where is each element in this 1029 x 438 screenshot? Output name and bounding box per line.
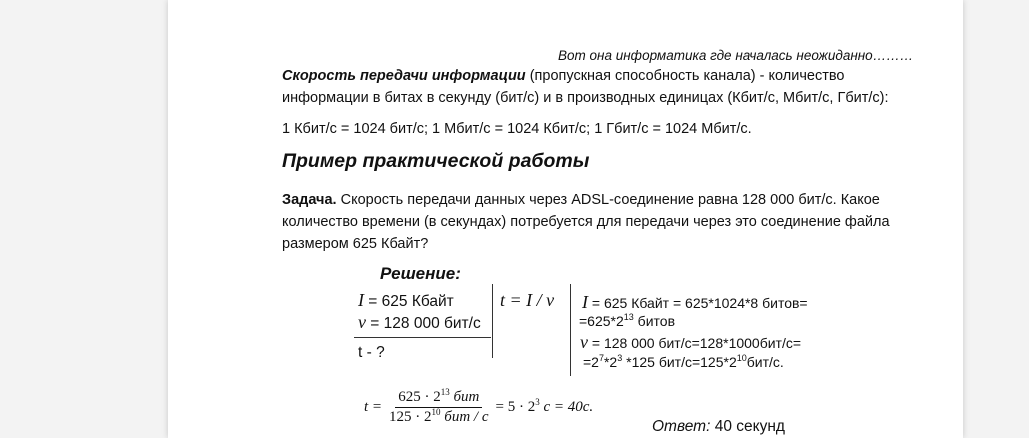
given-size [358, 290, 454, 311]
epigraph: Вот она информатика где началась неожиданно……… [558, 48, 914, 63]
fraction-rhs [495, 396, 594, 416]
rhs-a: = 5 · 2 [495, 398, 536, 415]
numerator-a: 625 · 2 [398, 388, 441, 405]
column-divider-2 [570, 284, 571, 376]
section-heading: Пример практической работы [282, 150, 590, 172]
calc-line-4-e2: 3 [617, 353, 623, 363]
time-formula: t = I / v [500, 290, 555, 310]
definition-line1: (пропускная способность канала) - количество [525, 68, 845, 84]
fraction-denominator [386, 408, 491, 426]
denominator-exp: 10 [431, 406, 441, 417]
definition-paragraph [282, 65, 889, 109]
given-i-value: = 625 Кбайт [364, 293, 454, 310]
find-unknown: t - ? [358, 344, 385, 361]
calc-line-4-e3: 10 [736, 353, 747, 363]
task-paragraph [282, 189, 890, 255]
units-line: 1 Кбит/с = 1024 бит/с; 1 Мбит/с = 1024 Кбит/с; 1 Гбит/с = 1024 Мбит/с. [282, 121, 752, 137]
rhs-b: с = 40с. [539, 398, 594, 415]
task-line3: размером 625 Кбайт? [282, 236, 429, 252]
calc-line-4-b: *2 [603, 354, 618, 370]
calc-line-1-value: = 625 Кбайт = 625*1024*8 битов= [588, 295, 808, 311]
denominator-unit: бит / с [440, 408, 489, 425]
task-line1: Скорость передачи данных через ADSL-соединение равна 128 000 бит/с. Какое [336, 192, 880, 208]
task-label: Задача. [282, 192, 337, 208]
definition-line2: информации в битах в секунду (бит/с) и в производных единицах (Кбит/с, Мбит/с, Гбит/с): [282, 90, 889, 106]
calc-line-2-exp: 13 [623, 312, 634, 322]
calc-line-3 [580, 332, 801, 353]
fraction-lhs: t = [364, 398, 383, 415]
calc-line-4-e1: 7 [598, 353, 604, 363]
denominator-a: 125 · 2 [389, 408, 432, 425]
given-v-value: = 128 000 бит/с [366, 315, 481, 332]
calc-line-4 [583, 354, 784, 370]
definition-term: Скорость передачи информации [282, 68, 526, 84]
fraction-equation [364, 384, 593, 430]
solution-title: Решение: [380, 264, 461, 283]
given-i-symbol: I [358, 290, 364, 310]
document-page [168, 0, 963, 438]
fraction [386, 386, 491, 426]
answer-value: 40 секунд [710, 418, 785, 435]
answer-label: Ответ: [652, 418, 711, 435]
calc-i-symbol: I [582, 292, 588, 312]
calc-v-symbol: v [580, 332, 588, 352]
task-line2: количество времени (в секундах) потребуется для передачи через это соединение файла [282, 214, 890, 230]
calc-line-3-value: = 128 000 бит/с=128*1000бит/с= [588, 335, 802, 351]
calc-line-4-c: *125 бит/с=125*2 [622, 354, 737, 370]
solution-block [354, 262, 824, 438]
answer [652, 418, 785, 436]
fraction-numerator [395, 386, 482, 408]
given-v-symbol: v [358, 312, 366, 332]
calc-line-2 [579, 313, 675, 329]
calc-line-2-a: =625*2 [579, 313, 624, 329]
calc-line-2-b: битов [633, 313, 676, 329]
given-divider [354, 337, 491, 338]
numerator-exp: 13 [440, 386, 450, 397]
calc-line-4-d: бит/с. [746, 354, 784, 370]
given-speed [358, 312, 481, 333]
rhs-exp: 3 [535, 396, 540, 407]
calc-line-4-a: =2 [583, 354, 599, 370]
column-divider-1 [492, 284, 493, 358]
calc-line-1 [582, 292, 808, 313]
numerator-unit: бит [449, 388, 480, 405]
